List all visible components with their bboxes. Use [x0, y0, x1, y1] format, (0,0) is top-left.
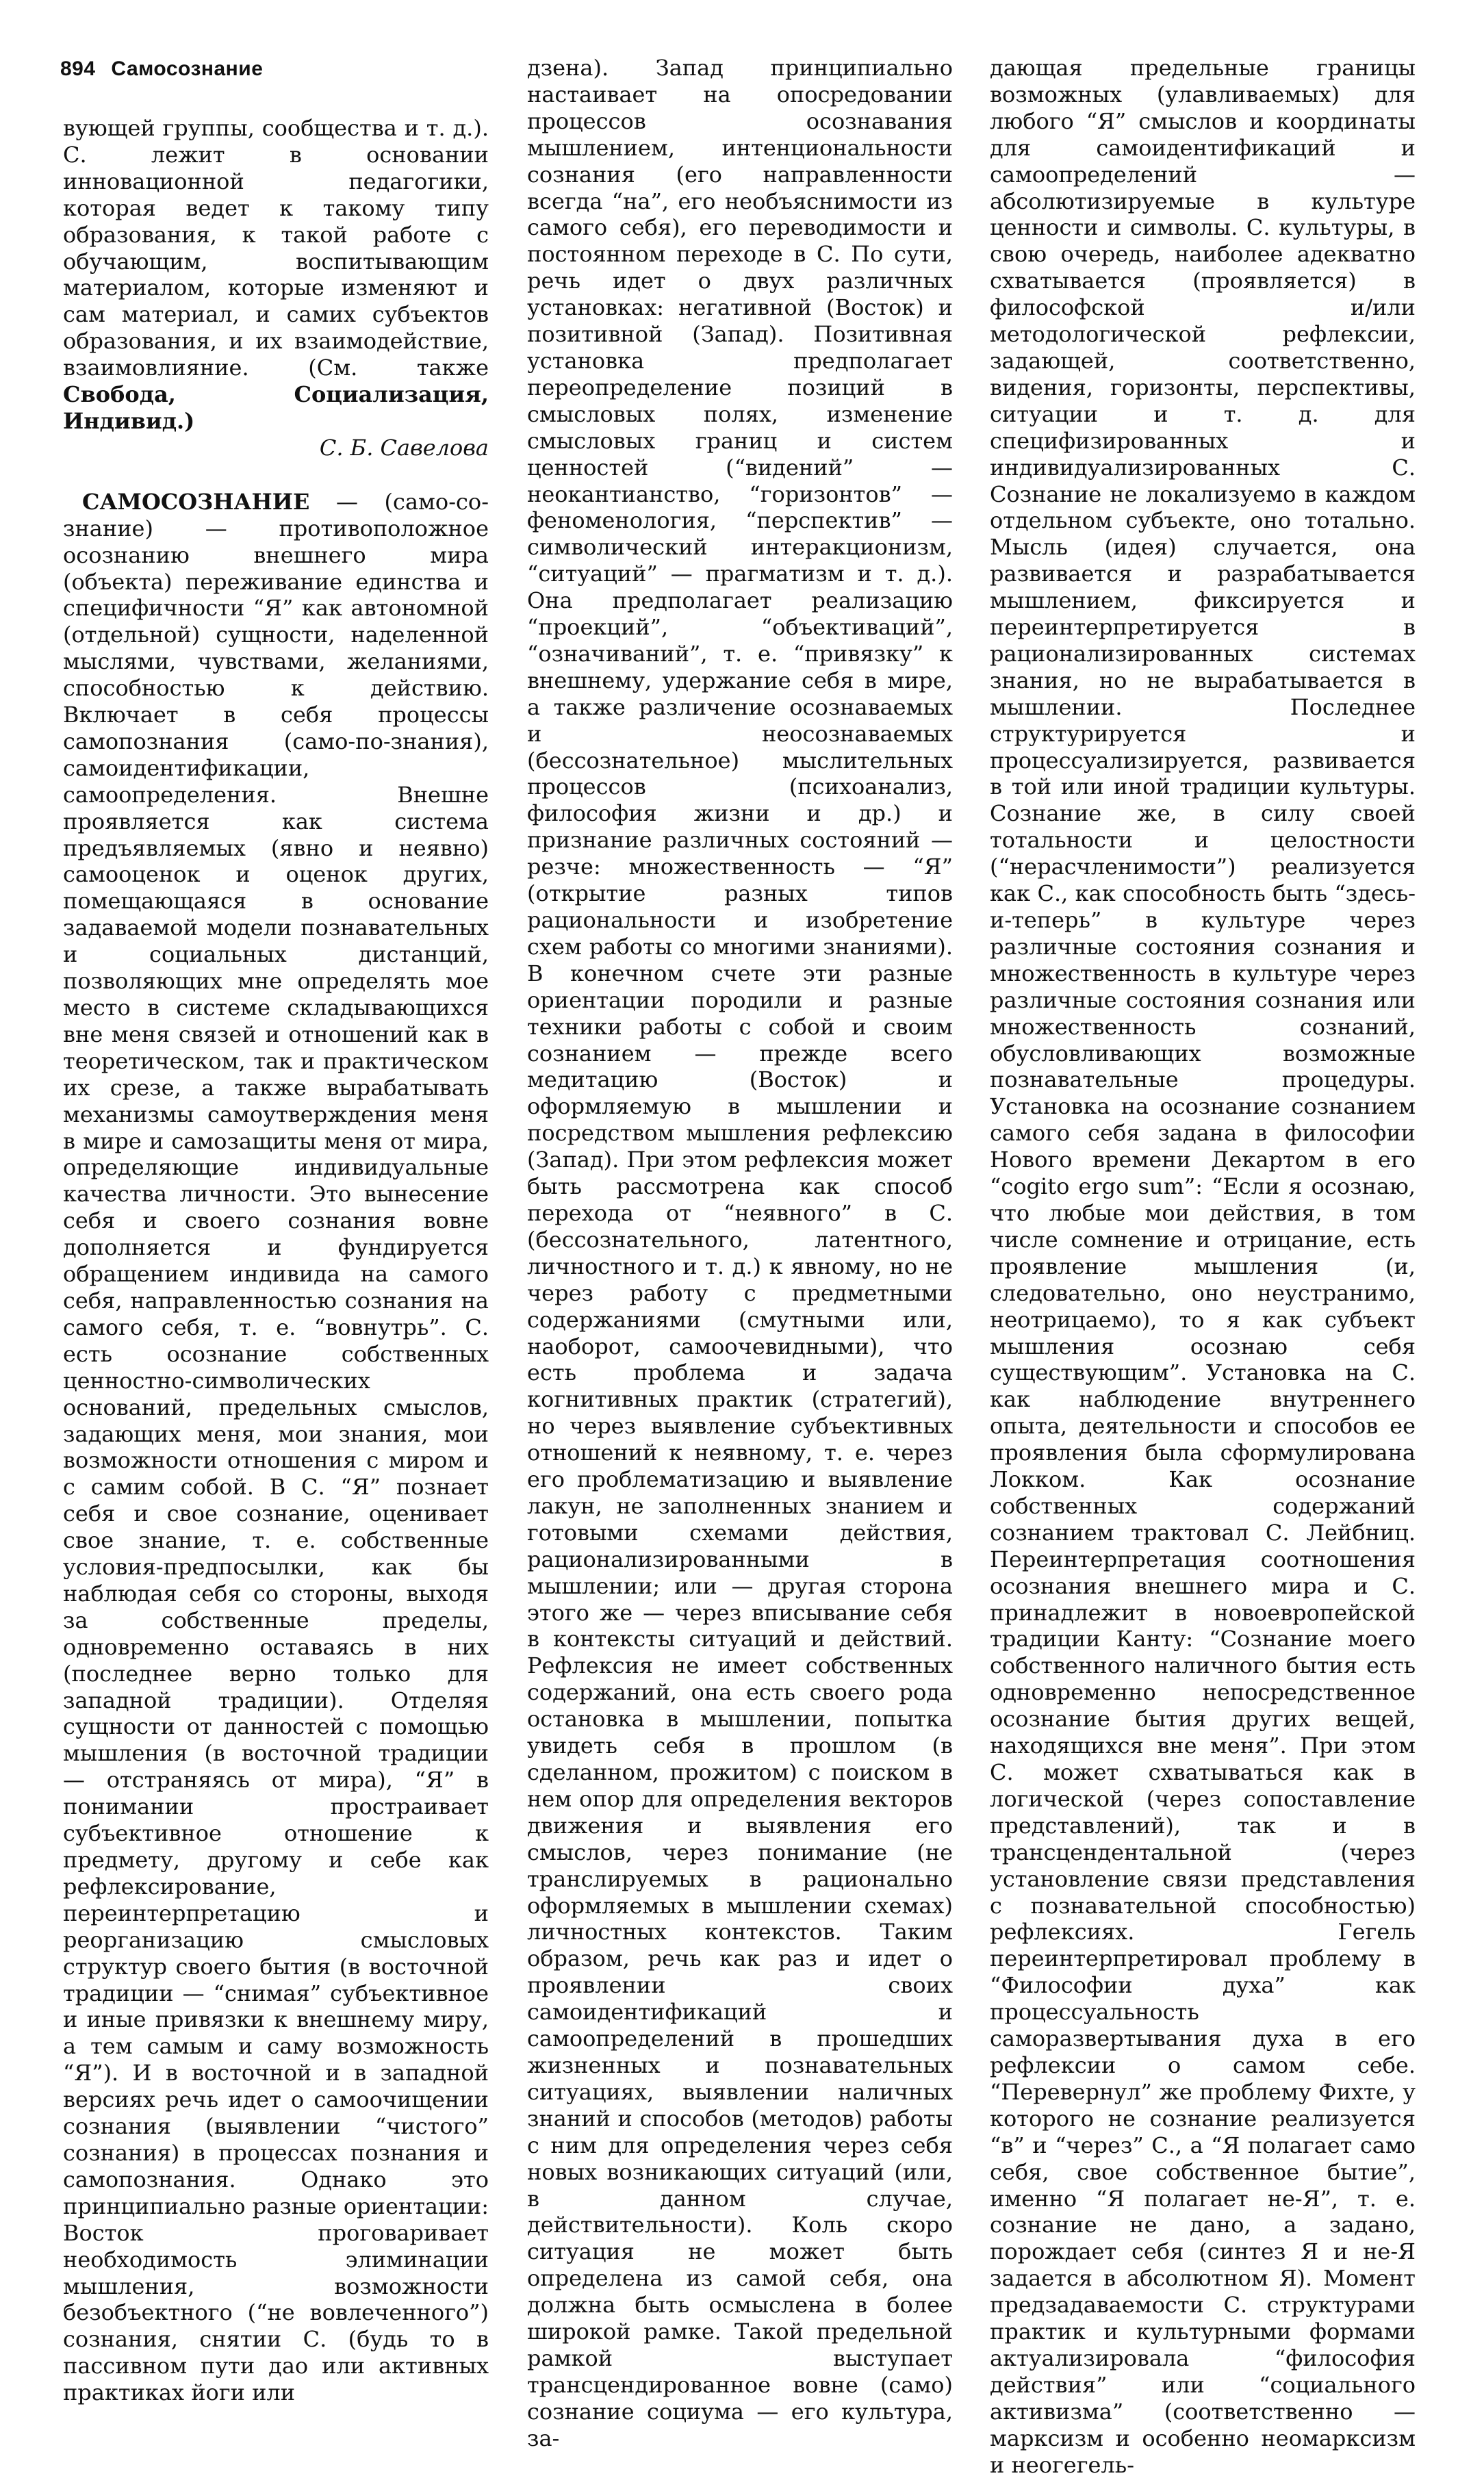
paragraph: дающая предельные границы возможных (улавливаемых) для любого “Я” смыслов и координаты для самоидентификаций и самоопределений — абсолютизируемые в культуре ценности и символы. С. культуры, в свою очередь, наиболее адекватно схватывается (проявляется) в философской и/или методологической рефлексии, задающей, соответственно, видения, горизонты, перспективы, ситуации и т. д. для специфизированных и индивидуализированных С. Сознание не локализуемо в каждом отдельном субъекте, оно тотально. Мысль (идея) случается, она развивается и разрабатывается мышлением, фиксируется и переинтерпретируется в рационализированных системах знания, но не вырабатывается в мышлении. Последнее структурируется и процессуализируется, развивается в той или иной традиции культуры. Сознание же, в силу своей тотальности и целостности (“нерасчленимости”) реализуется как С., как способность быть “здесь-и-теперь” в культуре через различные состояния сознания и множественность в культуре через различные состояния сознания или множественность сознаний, обусловливающих возможные познавательные процедуры. Установка на осознание сознанием самого себя задана в философии Нового времени Декартом в его “cogito ergo sum”: “Если я осознаю, что любые мои действия, в том числе сомнение и отрицание, есть проявление мышления (и, следовательно, оно неустранимо, неотрицаемо), то я как субъект мышления осознаю себя существующим”. Установка на С. как наблюдение внутреннего опыта, деятельности и способов ее проявления была сформулирована Локком. Как осознание собственных содержаний сознанием трактовал С. Лейбниц. Переинтерпретация соотношения осознания внешнего мира и С. принадлежит в новоевропейской традиции Канту: “Сознание моего собственного наличного бытия есть одновременно непосредственное осознание бытия других вещей, находящихся вне меня”. При этом С. может схватываться как в логической (через сопоставление представлений), так и в трансцендентальной (через установление связи представления с познавательной способностью) рефлексиях. Гегель переинтерпретировал проблему в “Философии духа” как процессуальность саморазвертывания духа в его рефлексии о самом себе. “Перевернул” же проблему Фихте, у которого не сознание реализуется “в” и “через” С., а “Я полагает само себя, свое собственное бытие”, именно “Я полагает не-Я”, т. е. сознание не дано, а задано, порождает себя (синтез Я и не-Я задается в абсолютном Я). Момент предзадаваемости С. структурами практик и культурными формами актуализировала “философия действия” или “социального активизма” (соответственно — марксизм и особенно неомарксизм и неогегель- [990, 55, 1416, 2478]
page-number: 894 [60, 58, 96, 80]
running-title: Самосознание [111, 58, 264, 80]
author-signature: С. Б. Савелова [319, 434, 489, 461]
running-header [60, 58, 263, 81]
paragraph-text: вующей группы, сообщества и т. д.). С. лежит в основании инновационной педагогики, которая ведет к такому типу образования, к такой работе с обучающим, воспитывающим материалом, которые изменяют и сам материал, и самих субъектов образования, и их взаимодействие, взаимовлияние. (См. также [63, 115, 489, 381]
column-1 [63, 115, 489, 2406]
paragraph: дзена). Запад принципиально настаивает на опосредовании процессов осознавания мышлением, интенциональности сознания (его направленности всегда “на”, его необъяснимости из самого себя), его переводимости и постоянном переходе в С. По сути, речь идет о двух различных установках: негативной (Восток) и позитивной (Запад). Позитивная установка предполагает переопределение позиций в смысловых полях, изменение смысловых границ и систем ценностей (“видений” — неокантианство, “горизонтов” — феноменология, “перспектив” — символический интеракционизм, “ситуаций” — прагматизм и т. д.). Она предполагает реализацию “проекций”, “объективаций”, “означиваний”, т. е. “привязку” к внешнему, удержание себя в мире, а также различение осознаваемых и неосознаваемых (бессознательное) мыслительных процессов (психоанализ, философия жизни и др.) и признание различных состояний — резче: множественность — “Я” (открытие разных типов рациональности и изобретение схем работы со многими знаниями). В конечном счете эти разные ориентации породили и разные техники работы с собой и своим сознанием — прежде всего медитацию (Восток) и оформляемую в мышлении и посредством мышления рефлексию (Запад). При этом рефлексия может быть рассмотрена как способ перехода от “неявного” в С. (бессознательного, латентного, личностного и т. д.) к явному, но не через работу с предметными содержаниями (смутными или, наоборот, самоочевидными), что есть проблема и задача когнитивных практик (стратегий), но через выявление субъективных отношений к неявному, т. е. через его проблематизацию и выявление лакун, не заполненных знанием и готовыми схемами действия, рационализированными в мышлении; или — другая сторона этого же — через вписывание себя в контексты ситуаций и действий. Рефлексия не имеет собственных содержаний, она есть своего рода остановка в мышлении, попытка увидеть себя в прошлом (в сделанном, прожитом) с поиском в нем опор для определения векторов движения и выявления его смыслов, через понимание (не транслируемых в рационально оформляемых в мышлении схемах) личностных контекстов. Таким образом, речь как раз и идет о проявлении своих самоидентификаций и самоопределений в прошедших жизненных и познавательных ситуациях, выявлении наличных знаний и способов (методов) работы с ним для определения через себя новых возникающих ситуаций (или, в данном случае, действительности). Коль скоро ситуация не может быть определена из самой себя, она должна быть осмыслена в более широкой рамке. Такой предельной рамкой выступает трансцендированное вовне (само) сознание социума — его культура, за- [527, 55, 953, 2451]
column-2 [527, 55, 953, 2451]
entry-headword: САМОСОЗНАНИЕ [82, 488, 310, 515]
entry-paragraph [63, 489, 489, 2406]
column-3 [990, 55, 1416, 2478]
see-also-references: Свобода, Социализация, Индивид.) [63, 381, 489, 434]
entry-text: — (само-со-знание) — противоположное осознанию внешнего мира (объекта) переживание единства и специфичности “Я” как автономной (отдельной) сущности, наделенной мыслями, чувствами, желаниями, способностью к действию. Включает в себя процессы самопознания (само-по-знания), самоидентификации, самоопределения. Внешне проявляется как система предъявляемых (явно и неявно) самооценок и оценок других, помещающаяся в основание задаваемой модели познавательных и социальных дистанций, позволяющих мне определять мое место в системе складывающихся вне меня связей и отношений как в теоретическом, так и практическом их срезе, а также вырабатывать механизмы самоутверждения меня в мире и самозащиты меня от мира, определяющие индивидуальные качества личности. Это вынесение себя и своего сознания вовне дополняется и фундируется обращением индивида на самого себя, направленностью сознания на самого себя, т. е. “вовнутрь”. С. есть осознание собственных ценностно-символических оснований, предельных смыслов, задающих меня, мои знания, мои возможности отношения с миром и с самим собой. В С. “Я” познает себя и свое сознание, оценивает свое знание, т. е. собственные условия-предпосылки, как бы наблюдая себя со стороны, выходя за собственные пределы, одновременно оставаясь в них (последнее верно только для западной традиции). Отделяя сущности от данностей с помощью мышления (в восточной традиции — отстраняясь от мира), “Я” в понимании простраивает субъективное отношение к предмету, другому и себе как рефлексирование, переинтерпретацию и реорганизацию смысловых структур своего бытия (в восточной традиции — “снимая” субъективное и иные привязки к внешнему миру, а тем самым и саму возможность “Я”). И в восточной и в западной версиях речь идет о самоочищении сознания (выявлении “чистого” сознания) в процессах познания и самопознания. Однако это принципиально разные ориентации: Восток проговаривает необходимость элиминации мышления, возможности безобъектного (“не вовлеченного”) сознания, снятии С. (будь то в пассивном пути дао или активных практиках йоги или [63, 488, 489, 2406]
paragraph [63, 115, 489, 435]
